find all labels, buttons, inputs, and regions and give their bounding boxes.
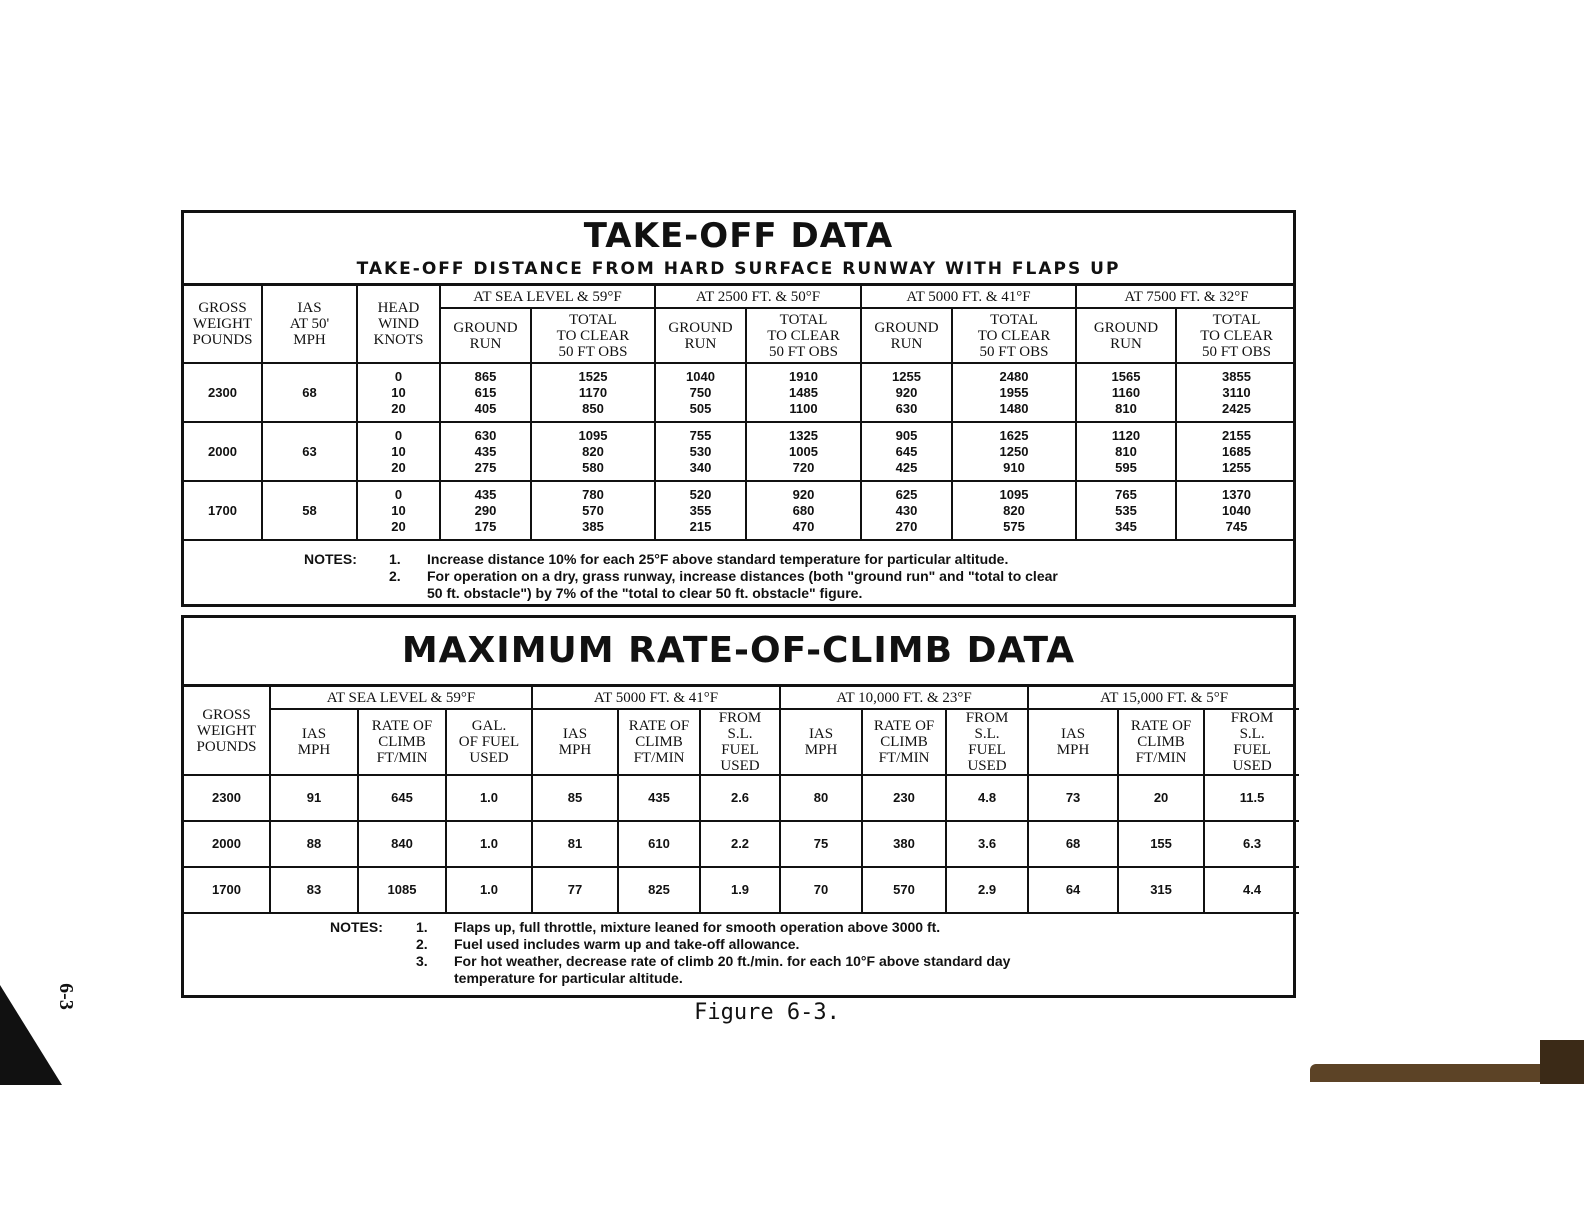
rate-of-climb-cell: 315 <box>1118 867 1204 913</box>
gross-weight-cell: 2000 <box>184 422 262 481</box>
ias-cell: 75 <box>780 821 862 867</box>
ias-cell: 70 <box>780 867 862 913</box>
ground-run-cell: 865 615 405 <box>440 363 531 422</box>
total-to-clear-cell: 2480 1955 1480 <box>952 363 1076 422</box>
climb-table <box>184 687 1299 914</box>
rate-of-climb-cell: 570 <box>862 867 946 913</box>
altitude-header: AT 15,000 FT. & 5°F <box>1028 687 1299 709</box>
total-to-clear-cell: 1370 1040 745 <box>1176 481 1296 540</box>
ground-run-cell: 1120 810 595 <box>1076 422 1176 481</box>
climb-row <box>184 821 1299 867</box>
note-text: 50 ft. obstacle") by 7% of the "total to clear 50 ft. obstacle" figure. <box>427 585 863 601</box>
ground-run-cell: 1040 750 505 <box>655 363 746 422</box>
note-text: For operation on a dry, grass runway, increase distances (both "ground run" and "total to clear <box>427 568 1058 584</box>
note-text: Fuel used includes warm up and take-off allowance. <box>454 936 800 952</box>
total-to-clear-cell: 780 570 385 <box>531 481 655 540</box>
takeoff-notes <box>184 541 1293 607</box>
ias-header: IAS MPH <box>1028 709 1118 775</box>
note-text: Flaps up, full throttle, mixture leaned for smooth operation above 3000 ft. <box>454 919 941 935</box>
gross-weight-cell: 2300 <box>184 775 270 821</box>
takeoff-table <box>184 286 1296 541</box>
notes-label: NOTES: <box>304 551 357 567</box>
takeoff-row <box>184 422 1296 481</box>
ias-cell: 68 <box>262 363 357 422</box>
total-to-clear-cell: 1910 1485 1100 <box>746 363 861 422</box>
figure-caption: Figure 6-3. <box>694 1000 840 1025</box>
ground-run-cell: 1255 920 630 <box>861 363 952 422</box>
takeoff-row <box>184 363 1296 422</box>
takeoff-data-panel <box>181 210 1296 607</box>
total-to-clear-cell: 920 680 470 <box>746 481 861 540</box>
total-to-clear-cell: 1625 1250 910 <box>952 422 1076 481</box>
ias-cell: 68 <box>1028 821 1118 867</box>
head-wind-header: HEAD WIND KNOTS <box>357 286 440 363</box>
ias-cell: 64 <box>1028 867 1118 913</box>
fuel-used-cell: 6.3 <box>1204 821 1299 867</box>
ias-cell: 85 <box>532 775 618 821</box>
altitude-header: AT 2500 FT. & 50°F <box>655 286 861 308</box>
total-to-clear-cell: 2155 1685 1255 <box>1176 422 1296 481</box>
climb-data-panel <box>181 615 1296 998</box>
rate-of-climb-cell: 645 <box>358 775 446 821</box>
rate-of-climb-cell: 230 <box>862 775 946 821</box>
rate-of-climb-cell: 825 <box>618 867 700 913</box>
ground-run-cell: 630 435 275 <box>440 422 531 481</box>
takeoff-row <box>184 481 1296 540</box>
fuel-used-cell: 3.6 <box>946 821 1028 867</box>
note-number: 1. <box>416 919 428 935</box>
gross-weight-cell: 2300 <box>184 363 262 422</box>
altitude-header: AT 10,000 FT. & 23°F <box>780 687 1028 709</box>
fuel-used-cell: 1.0 <box>446 821 532 867</box>
ias-header: IAS MPH <box>780 709 862 775</box>
ground-run-header: GROUND RUN <box>655 308 746 363</box>
rate-of-climb-cell: 20 <box>1118 775 1204 821</box>
ias-cell: 77 <box>532 867 618 913</box>
gross-weight-header: GROSS WEIGHT POUNDS <box>184 687 270 775</box>
from-sl-fuel-used-header: FROM S.L. FUEL USED <box>1204 709 1299 775</box>
head-wind-cell: 0 10 20 <box>357 422 440 481</box>
rate-of-climb-header: RATE OF CLIMB FT/MIN <box>618 709 700 775</box>
total-to-clear-header: TOTAL TO CLEAR 50 FT OBS <box>531 308 655 363</box>
total-to-clear-cell: 3855 3110 2425 <box>1176 363 1296 422</box>
ground-run-cell: 1565 1160 810 <box>1076 363 1176 422</box>
gross-weight-cell: 1700 <box>184 867 270 913</box>
total-to-clear-header: TOTAL TO CLEAR 50 FT OBS <box>746 308 861 363</box>
ias-cell: 88 <box>270 821 358 867</box>
total-to-clear-cell: 1325 1005 720 <box>746 422 861 481</box>
fuel-used-cell: 1.0 <box>446 775 532 821</box>
ground-run-cell: 435 290 175 <box>440 481 531 540</box>
fuel-used-cell: 2.6 <box>700 775 780 821</box>
takeoff-subtitle: TAKE-OFF DISTANCE FROM HARD SURFACE RUNWAY WITH FLAPS UP <box>184 257 1293 286</box>
from-sl-fuel-used-header: FROM S.L. FUEL USED <box>946 709 1028 775</box>
fuel-used-cell: 2.9 <box>946 867 1028 913</box>
rate-of-climb-cell: 610 <box>618 821 700 867</box>
gal-fuel-used-header: GAL. OF FUEL USED <box>446 709 532 775</box>
head-wind-cell: 0 10 20 <box>357 481 440 540</box>
note-number: 2. <box>389 568 401 584</box>
takeoff-title: TAKE-OFF DATA <box>583 216 894 256</box>
fuel-used-cell: 4.4 <box>1204 867 1299 913</box>
fuel-used-cell: 1.0 <box>446 867 532 913</box>
ground-run-header: GROUND RUN <box>1076 308 1176 363</box>
ias-cell: 73 <box>1028 775 1118 821</box>
page-number: 6-3 <box>54 983 77 1010</box>
gross-weight-header: GROSS WEIGHT POUNDS <box>184 286 262 363</box>
rate-of-climb-header: RATE OF CLIMB FT/MIN <box>1118 709 1204 775</box>
rate-of-climb-header: RATE OF CLIMB FT/MIN <box>358 709 446 775</box>
ground-run-header: GROUND RUN <box>861 308 952 363</box>
rate-of-climb-cell: 155 <box>1118 821 1204 867</box>
total-to-clear-cell: 1095 820 580 <box>531 422 655 481</box>
altitude-header: AT 5000 FT. & 41°F <box>861 286 1076 308</box>
note-text: temperature for particular altitude. <box>454 970 683 986</box>
rate-of-climb-cell: 1085 <box>358 867 446 913</box>
ias-header: IAS MPH <box>270 709 358 775</box>
note-text: Increase distance 10% for each 25°F above standard temperature for particular altitude. <box>427 551 1009 567</box>
page-edge-shadow-corner <box>1540 1040 1584 1084</box>
fuel-used-cell: 1.9 <box>700 867 780 913</box>
ias-cell: 80 <box>780 775 862 821</box>
fuel-used-cell: 4.8 <box>946 775 1028 821</box>
rate-of-climb-header: RATE OF CLIMB FT/MIN <box>862 709 946 775</box>
rate-of-climb-cell: 435 <box>618 775 700 821</box>
ground-run-cell: 765 535 345 <box>1076 481 1176 540</box>
ias-cell: 91 <box>270 775 358 821</box>
gross-weight-cell: 2000 <box>184 821 270 867</box>
altitude-header: AT 5000 FT. & 41°F <box>532 687 780 709</box>
ias-cell: 83 <box>270 867 358 913</box>
from-sl-fuel-used-header: FROM S.L. FUEL USED <box>700 709 780 775</box>
ground-run-cell: 520 355 215 <box>655 481 746 540</box>
total-to-clear-cell: 1095 820 575 <box>952 481 1076 540</box>
total-to-clear-cell: 1525 1170 850 <box>531 363 655 422</box>
total-to-clear-header: TOTAL TO CLEAR 50 FT OBS <box>952 308 1076 363</box>
ias-cell: 58 <box>262 481 357 540</box>
gross-weight-cell: 1700 <box>184 481 262 540</box>
head-wind-cell: 0 10 20 <box>357 363 440 422</box>
ground-run-cell: 905 645 425 <box>861 422 952 481</box>
rate-of-climb-cell: 840 <box>358 821 446 867</box>
altitude-header: AT 7500 FT. & 32°F <box>1076 286 1296 308</box>
ias-header: IAS MPH <box>532 709 618 775</box>
climb-notes <box>184 914 1293 994</box>
ias-cell: 81 <box>532 821 618 867</box>
rate-of-climb-cell: 380 <box>862 821 946 867</box>
ground-run-cell: 625 430 270 <box>861 481 952 540</box>
ground-run-cell: 755 530 340 <box>655 422 746 481</box>
ground-run-header: GROUND RUN <box>440 308 531 363</box>
climb-row <box>184 867 1299 913</box>
note-number: 1. <box>389 551 401 567</box>
note-text: For hot weather, decrease rate of climb 20 ft./min. for each 10°F above standard day <box>454 953 1011 969</box>
ias-cell: 63 <box>262 422 357 481</box>
fuel-used-cell: 11.5 <box>1204 775 1299 821</box>
altitude-header: AT SEA LEVEL & 59°F <box>270 687 532 709</box>
total-to-clear-header: TOTAL TO CLEAR 50 FT OBS <box>1176 308 1296 363</box>
notes-label: NOTES: <box>330 919 383 935</box>
altitude-header: AT SEA LEVEL & 59°F <box>440 286 655 308</box>
note-number: 3. <box>416 953 428 969</box>
climb-title: MAXIMUM RATE-OF-CLIMB DATA <box>184 618 1293 687</box>
fuel-used-cell: 2.2 <box>700 821 780 867</box>
note-number: 2. <box>416 936 428 952</box>
ias-header: IAS AT 50' MPH <box>262 286 357 363</box>
climb-row <box>184 775 1299 821</box>
